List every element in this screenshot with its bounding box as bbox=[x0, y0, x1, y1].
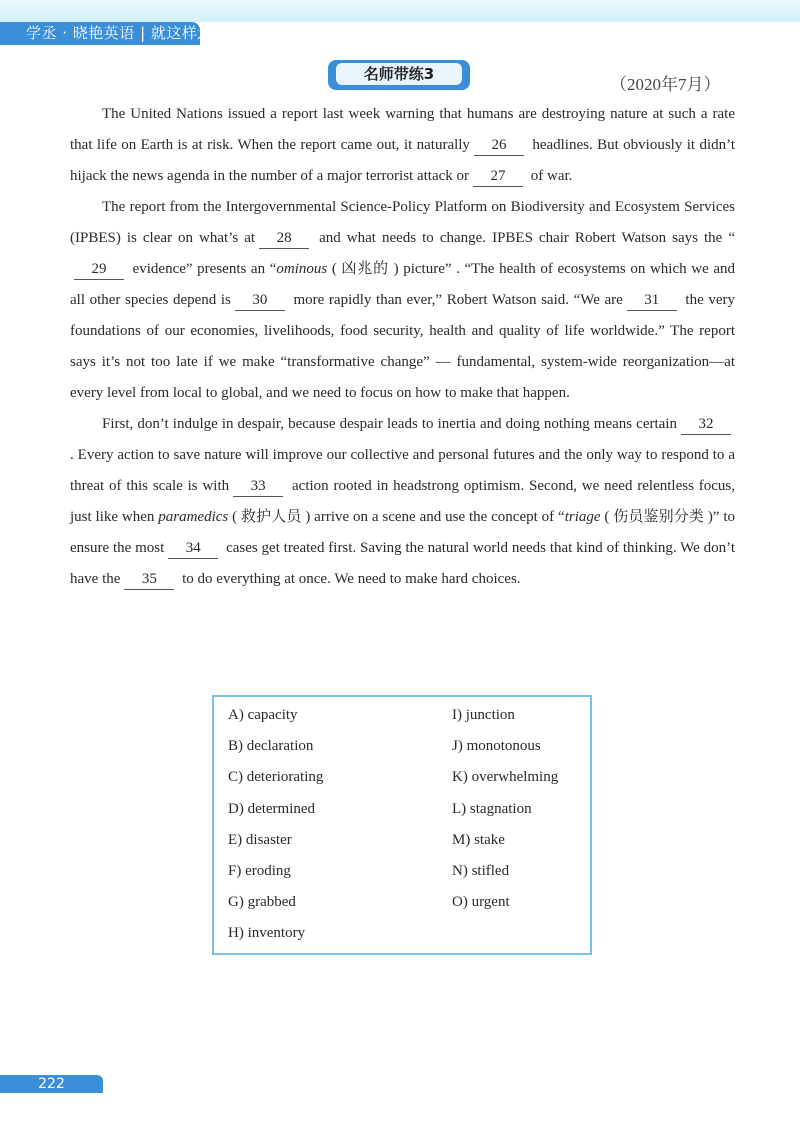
word-option: D) determined bbox=[228, 800, 316, 817]
answer-blank: 31 bbox=[627, 291, 677, 311]
answer-blank: 32 bbox=[681, 415, 731, 435]
series-title: 学丞 · 晓艳英语 | 就这样过英语六级 bbox=[0, 22, 200, 45]
passage-text: cases get treated first. Saving the natural world needs that kind of thinking. We don’t have the bbox=[70, 540, 735, 587]
answer-blank: 26 bbox=[474, 136, 524, 156]
passage-text: the very foundations of our economies, livelihoods, food security, health and quality of life worldwide.” The report says it’s not too late if we make “transformative change” — fundamental, system-wide reorganization—at every level from local to global, and we need to focus on how to make that happen. bbox=[70, 292, 735, 401]
word-option: K) overwhelming bbox=[452, 769, 559, 786]
word-bank bbox=[212, 695, 592, 955]
passage-text: to do everything at once. We need to make hard choices. bbox=[182, 571, 521, 587]
word-option: G) grabbed bbox=[228, 894, 296, 911]
word-option: A) capacity bbox=[228, 707, 298, 723]
word-option: C) deteriorating bbox=[228, 769, 324, 786]
passage-text: . Every action to save nature will improve our collective and personal futures and the only way to respond to a threat of this scale is with bbox=[70, 447, 735, 494]
passage-text: First, don’t indulge in despair, because despair leads to inertia and doing nothing means certain bbox=[102, 416, 677, 432]
paragraph bbox=[70, 99, 735, 192]
answer-blank: 28 bbox=[259, 229, 309, 249]
section-title: 名师带练3 bbox=[336, 63, 462, 85]
paragraph bbox=[70, 192, 735, 409]
passage bbox=[70, 99, 735, 595]
answer-blank: 33 bbox=[233, 477, 283, 497]
header-band bbox=[0, 0, 800, 22]
page-number: 222 bbox=[0, 1075, 103, 1093]
passage-text: more rapidly than ever,” Robert Watson said. “We are bbox=[293, 292, 623, 308]
word-option: L) stagnation bbox=[452, 800, 532, 817]
word-option: O) urgent bbox=[452, 894, 510, 911]
italic-term: triage bbox=[564, 509, 601, 525]
exam-date: （2020年7月） bbox=[610, 75, 721, 94]
word-option: M) stake bbox=[452, 831, 505, 848]
word-option: E) disaster bbox=[228, 831, 292, 848]
passage-text: ( 救护人员 ) arrive on a scene and use the concept of “ bbox=[228, 509, 565, 525]
answer-blank: 35 bbox=[124, 570, 174, 590]
passage-text: action rooted in headstrong optimism. Second, we need relentless focus, just like when bbox=[70, 478, 736, 525]
paragraph bbox=[70, 409, 735, 595]
word-option: J) monotonous bbox=[452, 738, 541, 755]
answer-blank: 34 bbox=[168, 539, 218, 559]
passage-text: The United Nations issued a report last week warning that humans are destroying nature at such a rate that life on Earth is at risk. When the report came out, it naturally bbox=[70, 106, 735, 153]
passage-text: of war. bbox=[530, 168, 573, 184]
answer-blank: 29 bbox=[74, 260, 124, 280]
word-option: F) eroding bbox=[228, 863, 291, 879]
word-option: B) declaration bbox=[228, 738, 314, 755]
word-option: I) junction bbox=[452, 707, 515, 723]
passage-text: and what needs to change. IPBES chair Robert Watson says the “ bbox=[319, 230, 736, 246]
italic-term: paramedics bbox=[158, 509, 229, 525]
answer-blank: 30 bbox=[235, 291, 285, 311]
section-badge bbox=[328, 60, 470, 90]
passage-text: evidence” presents an “ bbox=[132, 261, 277, 277]
passage-text: ( 伤员鉴别分类 )” to ensure the most bbox=[70, 509, 735, 556]
word-option: H) inventory bbox=[228, 925, 306, 942]
italic-term: ominous bbox=[276, 261, 328, 277]
word-option: N) stifled bbox=[452, 863, 510, 879]
answer-blank: 27 bbox=[473, 167, 523, 187]
passage-text: ( 凶兆的 ) picture” . “The health of ecosystems on which we and all other species depend is bbox=[70, 261, 735, 308]
passage-text: The report from the Intergovernmental Science-Policy Platform on Biodiversity and Ecosystem Services (IPBES) is clear on what’s at bbox=[70, 199, 735, 246]
passage-text: headlines. But obviously it didn’t hijack the news agenda in the number of a major terrorist attack or bbox=[70, 137, 736, 184]
